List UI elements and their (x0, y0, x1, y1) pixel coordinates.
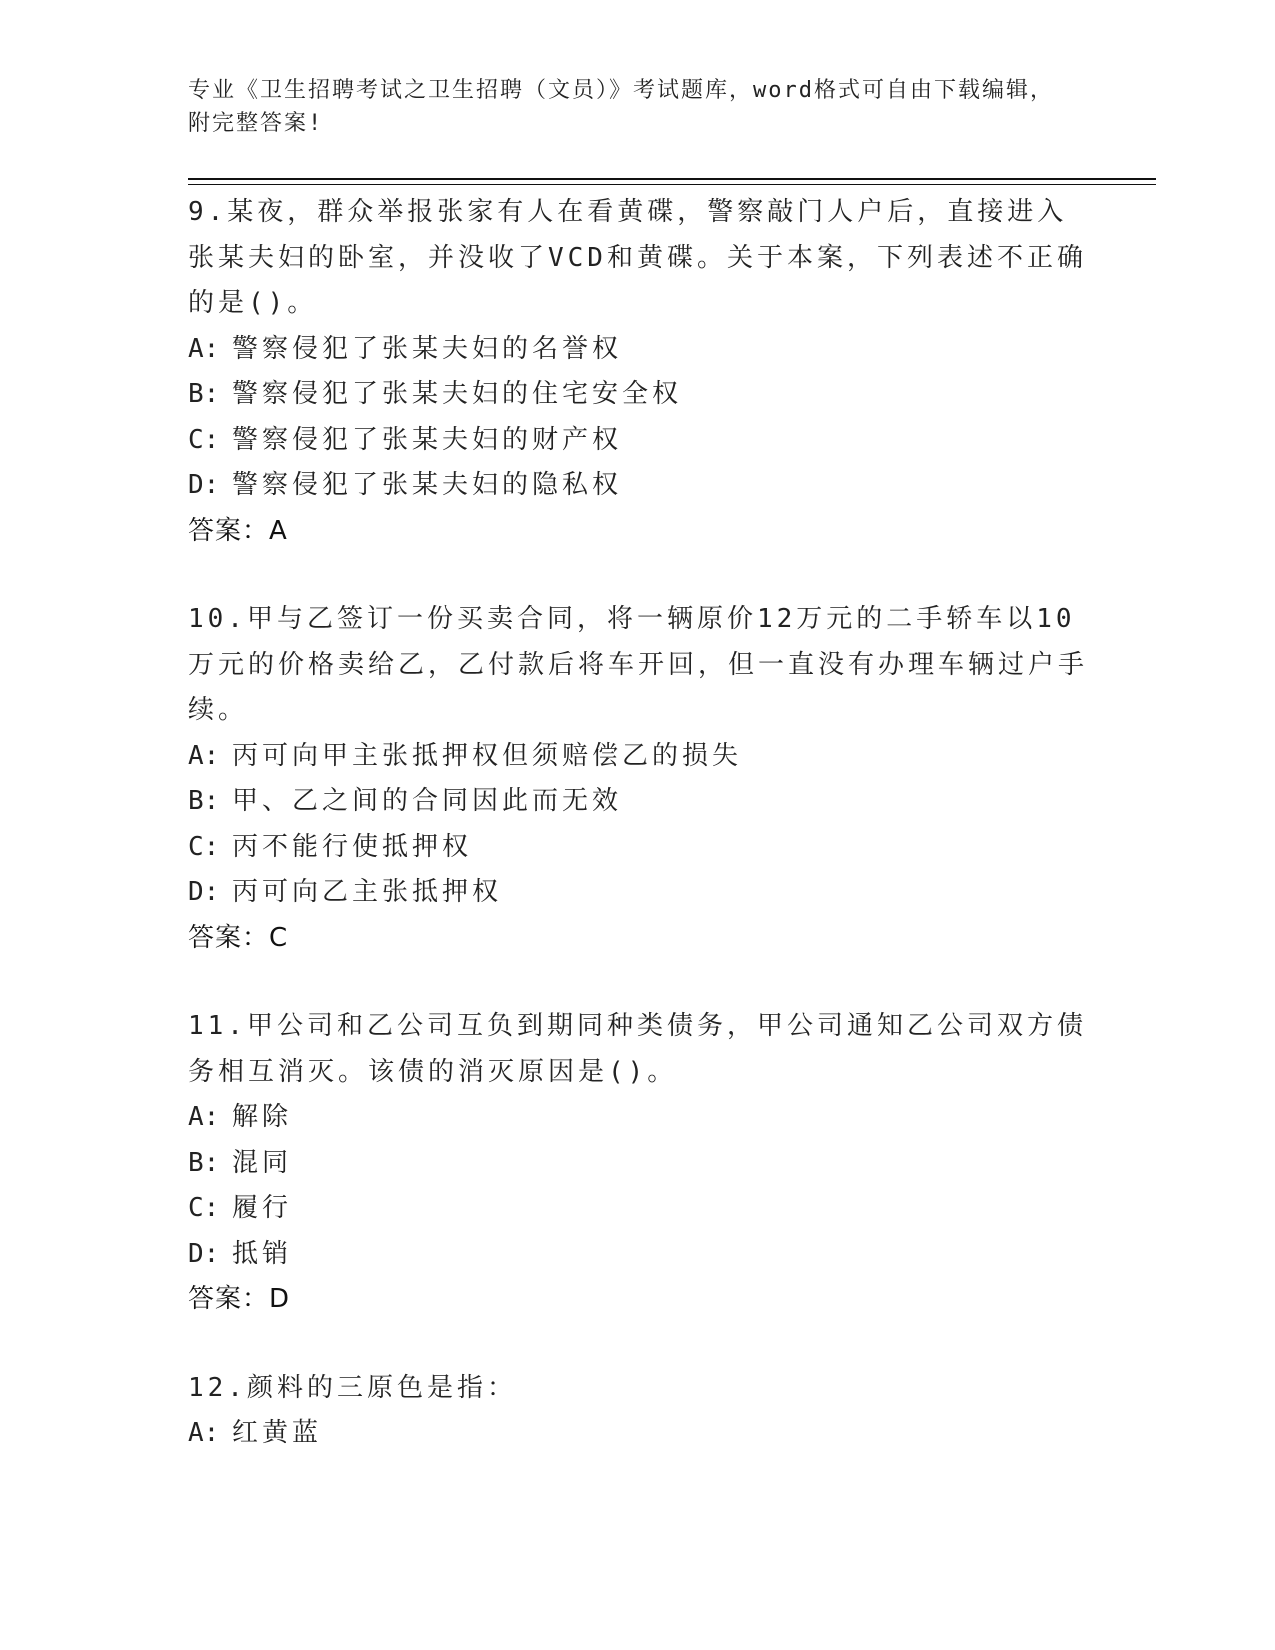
option-text: 警察侵犯了张某夫妇的名誉权 (232, 333, 623, 364)
option-b (188, 779, 1088, 825)
option-text: 警察侵犯了张某夫妇的隐私权 (232, 470, 623, 500)
option-key: D: (188, 470, 220, 500)
option-c (188, 418, 1088, 464)
question-10 (188, 597, 1088, 961)
option-a (188, 327, 1088, 373)
question-11 (188, 1004, 1088, 1323)
option-key: C: (188, 1193, 220, 1223)
option-text: 抵销 (232, 1238, 293, 1269)
option-b (188, 372, 1088, 418)
option-key: A: (188, 333, 220, 364)
option-c (188, 1186, 1088, 1232)
option-key: A: (188, 740, 220, 771)
option-text: 解除 (232, 1102, 293, 1132)
option-text: 丙可向乙主张抵押权 (232, 877, 503, 907)
answer-line: 答案：C (188, 922, 289, 953)
option-key: C: (188, 831, 220, 862)
option-text: 甲、乙之间的合同因此而无效 (232, 786, 623, 816)
option-d (188, 463, 1088, 509)
question-stem: 11.甲公司和乙公司互负到期同种类债务，甲公司通知乙公司双方债务相互消灭。该债的消灭原因是()。 (188, 1011, 1087, 1087)
option-text: 警察侵犯了张某夫妇的财产权 (232, 424, 623, 455)
option-key: A: (188, 1418, 220, 1448)
option-b (188, 1141, 1088, 1187)
option-a (188, 1411, 1088, 1457)
question-stem: 12.颜料的三原色是指： (188, 1372, 517, 1403)
option-d (188, 870, 1088, 916)
option-d (188, 1232, 1088, 1278)
question-list (188, 190, 1088, 1500)
document-header: 专业《卫生招聘考试之卫生招聘（文员）》考试题库，word格式可自由下载编辑，附完整答案! (188, 78, 1054, 136)
question-stem: 9.某夜，群众举报张家有人在看黄碟，警察敲门人户后，直接进入张某夫妇的卧室，并没收了VCD和黄碟。关于本案，下列表述不正确的是()。 (188, 197, 1087, 318)
option-a (188, 734, 1088, 780)
option-text: 警察侵犯了张某夫妇的住宅安全权 (232, 379, 683, 409)
option-text: 丙不能行使抵押权 (232, 831, 473, 862)
header-divider-thin (188, 184, 1156, 185)
option-key: B: (188, 1147, 220, 1178)
option-text: 红黄蓝 (232, 1418, 323, 1448)
option-text: 履行 (232, 1193, 293, 1223)
option-key: B: (188, 786, 220, 816)
option-a (188, 1095, 1088, 1141)
option-text: 丙可向甲主张抵押权但须赔偿乙的损失 (232, 740, 743, 771)
option-text: 混同 (232, 1147, 293, 1178)
answer-line: 答案：A (188, 515, 288, 546)
answer-line: 答案：D (188, 1284, 291, 1314)
option-key: B: (188, 379, 220, 409)
header-divider-thick (188, 178, 1156, 180)
option-key: A: (188, 1102, 220, 1132)
option-key: D: (188, 1238, 220, 1269)
option-c (188, 825, 1088, 871)
option-key: D: (188, 877, 220, 907)
question-stem: 10.甲与乙签订一份买卖合同，将一辆原价12万元的二手轿车以10万元的价格卖给乙，乙付款后将车开回，但一直没有办理车辆过户手续。 (188, 604, 1089, 725)
option-key: C: (188, 424, 220, 455)
question-12 (188, 1366, 1088, 1457)
question-9 (188, 190, 1088, 554)
